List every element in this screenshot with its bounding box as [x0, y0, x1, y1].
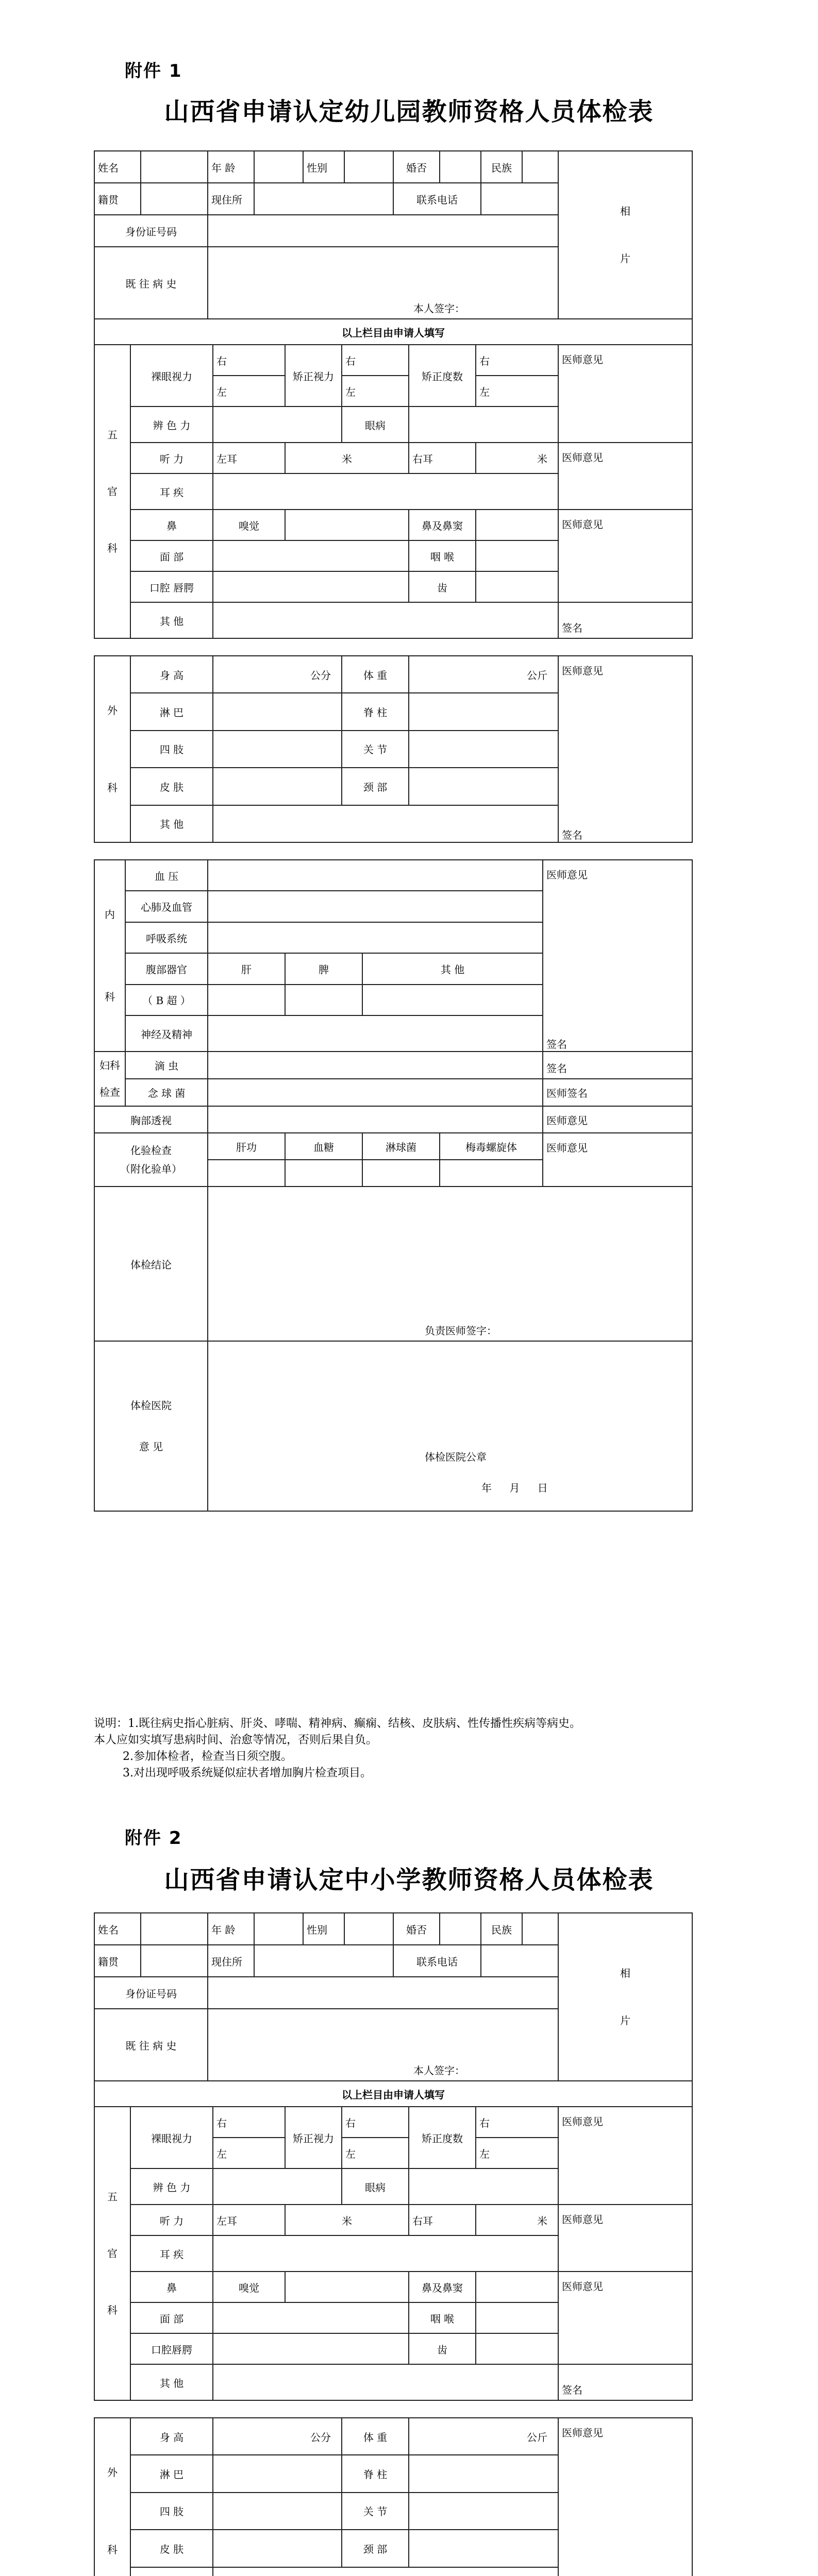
teeth-field[interactable] [476, 2333, 558, 2364]
vision-label: 裸眼视力 [130, 345, 213, 406]
residence-label: 现住所 [208, 183, 254, 215]
limbs-field[interactable] [213, 2493, 342, 2530]
sinus-label: 鼻及鼻窦 [409, 510, 476, 540]
lymph-label: 淋 巴 [130, 2455, 213, 2492]
nose-label: 鼻 [130, 510, 213, 540]
corrected-vision-label: 矫正视力 [285, 2107, 342, 2168]
note-line: 说明：1.既往病史指心脏病、肝炎、哮喘、精神病、癫痫、结核、皮肤病、性传播性疾病等病史。 [94, 1717, 581, 1730]
marital-field[interactable] [440, 151, 481, 183]
mouth-field[interactable] [213, 571, 409, 602]
name-field[interactable] [141, 151, 208, 183]
ent-eye-section [94, 344, 693, 639]
trichomonas-label: 滴 虫 [125, 1052, 208, 1079]
photo-label-2: 片 [620, 2014, 630, 2027]
chest-label: 胸部透视 [94, 1106, 208, 1133]
neck-label: 颈 部 [342, 2530, 409, 2567]
date-label: 年 月 日 [481, 1482, 555, 1494]
left-label: 左 [479, 2147, 490, 2160]
spine-field[interactable] [409, 2455, 558, 2492]
corrected-degree-right[interactable] [476, 345, 558, 376]
conclusion-field[interactable] [208, 1187, 692, 1341]
spine-label: 脊 柱 [342, 2455, 409, 2492]
photo-box [558, 151, 692, 319]
gonorrhea-field[interactable] [362, 1160, 440, 1187]
age-field[interactable] [254, 1913, 303, 1945]
corrected-vision-right[interactable] [342, 345, 409, 376]
corrected-vision-label: 矫正视力 [285, 345, 342, 406]
section-char: 外 [107, 704, 118, 717]
respiratory-field[interactable] [208, 922, 543, 953]
corrected-degree-left[interactable] [476, 376, 558, 406]
personal-info-table [94, 150, 693, 345]
heart-lung-field[interactable] [208, 891, 543, 922]
smell-label: 嗅觉 [213, 2272, 285, 2302]
trichomonas-field[interactable] [208, 1052, 543, 1079]
self-sign-label: 本人签字： [413, 302, 465, 315]
doctor-opinion-label: 医师意见 [546, 1114, 588, 1127]
color-field[interactable] [213, 406, 342, 443]
left-label: 左 [345, 385, 356, 398]
left-ear-label: 左耳 [213, 443, 285, 473]
phone-field[interactable] [481, 183, 558, 215]
ethnic-field[interactable] [522, 151, 558, 183]
skin-field[interactable] [213, 768, 342, 805]
ear-field[interactable] [213, 2235, 558, 2272]
sign-label: 签名 [562, 622, 582, 634]
kg-unit: 公斤 [527, 669, 547, 682]
section-char: 科 [107, 2544, 118, 2556]
lab-doctor-opinion[interactable] [543, 1133, 692, 1187]
ent-other-field[interactable] [213, 602, 558, 638]
attachment-label: 附件 2 [125, 1828, 182, 1849]
bp-label: 血 压 [125, 860, 208, 891]
section-char: 科 [107, 542, 118, 554]
cm-unit: 公分 [310, 2431, 331, 2444]
limbs-field[interactable] [213, 731, 342, 768]
gyn-label-2: 检查 [99, 1086, 120, 1098]
right-ear-field[interactable] [476, 443, 558, 473]
photo-label-1: 相 [620, 1967, 630, 1979]
self-sign-label: 本人签字： [413, 2064, 465, 2077]
corrected-degree-label: 矫正度数 [409, 2107, 476, 2168]
lab-label-sub: （附化验单） [120, 1163, 182, 1175]
note-line: 3.对出现呼吸系统疑似症状者增加胸片检查项目。 [123, 1767, 372, 1780]
nerve-label: 神经及精神 [125, 1015, 208, 1052]
neck-field[interactable] [409, 768, 558, 805]
right-ear-field[interactable] [476, 2205, 558, 2235]
corrected-degree-left[interactable] [476, 2138, 558, 2168]
bp-field[interactable] [208, 860, 543, 891]
right-label: 右 [345, 2116, 356, 2129]
abdomen-other-field[interactable] [362, 985, 543, 1015]
name-label: 姓名 [94, 151, 141, 183]
sign-label: 签名 [546, 1062, 567, 1075]
section-char: 五 [107, 2191, 118, 2203]
doctor-sign-label: 医师签名 [546, 1087, 588, 1099]
teeth-label: 齿 [409, 571, 476, 602]
ear-label: 耳 疾 [130, 2235, 213, 2272]
sign-label: 签名 [562, 829, 582, 841]
skin-label: 皮 肤 [130, 2530, 213, 2567]
fundus-field[interactable] [409, 406, 558, 443]
corrected-vision-right[interactable] [342, 2107, 409, 2138]
liver-fn-label: 肝功 [208, 1133, 285, 1160]
color-field[interactable] [213, 2168, 342, 2205]
doctor-opinion-label: 医师意见 [562, 451, 603, 464]
sinus-field[interactable] [476, 2272, 558, 2302]
history-label: 既 往 病 史 [94, 2009, 208, 2081]
section-char: 科 [107, 782, 118, 794]
history-field[interactable] [208, 2009, 558, 2081]
lymph-field[interactable] [213, 2455, 342, 2492]
right-ear-label: 右耳 [409, 443, 476, 473]
height-label: 身 高 [130, 656, 213, 693]
corrected-degree-label: 矫正度数 [409, 345, 476, 406]
doctor-opinion-label: 医师意见 [562, 2115, 603, 2128]
spleen-field[interactable] [285, 985, 362, 1015]
id-field[interactable] [208, 215, 558, 247]
chest-doctor-opinion[interactable] [543, 1106, 692, 1133]
sinus-field[interactable] [476, 510, 558, 540]
vision-label: 裸眼视力 [130, 2107, 213, 2168]
height-field[interactable] [213, 2418, 342, 2455]
eye-doctor-opinion[interactable] [558, 2107, 692, 2205]
internal-doctor-opinion[interactable] [543, 860, 692, 1052]
left-label: 左 [479, 385, 490, 398]
limbs-label: 四 肢 [130, 731, 213, 768]
abdomen-other-label: 其 他 [362, 953, 543, 984]
chest-field[interactable] [208, 1106, 543, 1133]
heart-lung-label: 心肺及血管 [125, 891, 208, 922]
ethnic-label: 民族 [481, 151, 522, 183]
right-label: 右 [479, 354, 490, 367]
meter-unit: 米 [342, 452, 352, 465]
residence-label: 现住所 [208, 1945, 254, 1977]
weight-field[interactable] [409, 2418, 558, 2455]
surgery-section-label [94, 656, 130, 842]
meter-unit: 米 [342, 2214, 352, 2227]
lymph-label: 淋 巴 [130, 693, 213, 730]
nose-doctor-opinion[interactable] [558, 510, 692, 602]
joints-field[interactable] [409, 2493, 558, 2530]
surgery-doctor-opinion[interactable] [558, 656, 692, 842]
hospital-stamp-label: 体检医院公章 [425, 1451, 487, 1463]
smell-field[interactable] [285, 510, 409, 540]
name-field[interactable] [141, 1913, 208, 1945]
photo-label-2: 片 [620, 252, 630, 265]
left-ear-field[interactable] [285, 2205, 409, 2235]
chief-doctor-sign-label: 负责医师签字： [425, 1325, 497, 1337]
residence-field[interactable] [254, 183, 393, 215]
ear-label: 耳 疾 [130, 473, 213, 510]
right-label: 右 [216, 354, 227, 367]
joints-label: 关 节 [342, 2493, 409, 2530]
internal-section-label [94, 860, 125, 1052]
ent-section-label [94, 345, 130, 638]
lymph-field[interactable] [213, 693, 342, 730]
candida-label: 念 球 菌 [125, 1079, 208, 1106]
mouth-label: 口腔唇腭 [130, 2333, 213, 2364]
hospital-opinion-1: 体检医院 [130, 1399, 172, 1412]
surgery-section-label [94, 2418, 130, 2576]
liver-field[interactable] [208, 985, 285, 1015]
doctor-opinion-label: 医师意见 [546, 1142, 588, 1154]
applicant-divider: 以上栏目由申请人填写 [94, 319, 692, 345]
fundus-label: 眼病 [342, 2168, 409, 2205]
syphilis-field[interactable] [440, 1160, 543, 1187]
respiratory-label: 呼吸系统 [125, 922, 208, 953]
throat-label: 咽 喉 [409, 2302, 476, 2333]
gender-label: 性别 [303, 1913, 344, 1945]
skin-field[interactable] [213, 2530, 342, 2567]
age-label: 年 龄 [208, 151, 254, 183]
doctor-opinion-label: 医师意见 [562, 353, 603, 366]
applicant-divider: 以上栏目由申请人填写 [94, 2081, 692, 2107]
gonorrhea-label: 淋球菌 [362, 1133, 440, 1160]
history-field[interactable] [208, 247, 558, 319]
doctor-opinion-label: 医师意见 [562, 2427, 603, 2439]
hearing-label: 听 力 [130, 2205, 213, 2235]
height-field[interactable] [213, 656, 342, 693]
abdomen-label: 腹部器官 [125, 953, 208, 984]
nerve-field[interactable] [208, 1015, 543, 1052]
eye-doctor-opinion[interactable] [558, 345, 692, 443]
corrected-degree-right[interactable] [476, 2107, 558, 2138]
surgery-other-label [130, 2567, 213, 2576]
ethnic-label: 民族 [481, 1913, 522, 1945]
id-label: 身份证号码 [94, 215, 208, 247]
phone-field[interactable] [481, 1945, 558, 1977]
surgery-other-label: 其 他 [130, 805, 213, 842]
spine-field[interactable] [409, 693, 558, 730]
left-ear-label: 左耳 [213, 2205, 285, 2235]
teeth-field[interactable] [476, 571, 558, 602]
form-title: 山西省申请认定中小学教师资格人员体检表 [164, 1866, 654, 1894]
id-field[interactable] [208, 1977, 558, 2009]
doctor-opinion-label: 医师意见 [546, 869, 588, 881]
surgery-section [94, 2417, 693, 2576]
origin-field[interactable] [141, 1945, 208, 1977]
candida-field[interactable] [208, 1079, 543, 1106]
ear-doctor-opinion[interactable] [558, 443, 692, 510]
syphilis-label: 梅毒螺旋体 [440, 1133, 543, 1160]
color-label: 辨 色 力 [130, 406, 213, 443]
section-char: 科 [105, 991, 115, 1003]
neck-label: 颈 部 [342, 768, 409, 805]
meter-unit: 米 [537, 452, 547, 465]
gyn-label [94, 1052, 125, 1106]
right-ear-label: 右耳 [409, 2205, 476, 2235]
right-label: 右 [345, 354, 356, 367]
sugar-field[interactable] [285, 1160, 362, 1187]
internal-medicine-section [94, 859, 693, 1512]
meter-unit: 米 [537, 2214, 547, 2227]
gender-label: 性别 [303, 151, 344, 183]
ent-sign[interactable] [558, 602, 692, 638]
vision-right[interactable] [213, 345, 285, 376]
gyn-doctor-sign[interactable] [543, 1079, 692, 1106]
sign-label: 签名 [546, 1038, 567, 1050]
hospital-opinion-label [94, 1341, 208, 1511]
origin-label: 籍贯 [94, 1945, 141, 1977]
surgery-other-field[interactable] [213, 805, 558, 842]
notes [94, 1716, 581, 1782]
sinus-label: 鼻及鼻窦 [409, 2272, 476, 2302]
vision-left[interactable] [213, 376, 285, 406]
section-char: 外 [107, 2466, 118, 2479]
joints-field[interactable] [409, 731, 558, 768]
left-label: 左 [216, 385, 227, 398]
marital-label: 婚否 [393, 151, 440, 183]
ear-doctor-opinion[interactable] [558, 2205, 692, 2272]
section-char: 科 [107, 2304, 118, 2316]
surgery-other-field[interactable] [213, 2567, 558, 2576]
weight-label: 体 重 [342, 2418, 409, 2455]
note-line: 本人应如实填写患病时间、治愈等情况，否则后果自负。 [94, 1734, 378, 1747]
doctor-opinion-label: 医师意见 [562, 2213, 603, 2226]
liver-label: 肝 [208, 953, 285, 984]
liver-fn-field[interactable] [208, 1160, 285, 1187]
joints-label: 关 节 [342, 731, 409, 768]
left-ear-field[interactable] [285, 443, 409, 473]
kg-unit: 公斤 [527, 2431, 547, 2444]
ent-other-label: 其 他 [130, 2364, 213, 2400]
left-label: 左 [216, 2147, 227, 2160]
right-label: 右 [479, 2116, 490, 2129]
doctor-opinion-label: 医师意见 [562, 2280, 603, 2293]
form-title: 山西省申请认定幼儿园教师资格人员体检表 [164, 97, 654, 126]
smell-field[interactable] [285, 2272, 409, 2302]
ent-other-label: 其 他 [130, 602, 213, 638]
lab-label-main: 化验检查 [130, 1144, 172, 1157]
face-label: 面 部 [130, 2302, 213, 2333]
marital-label: 婚否 [393, 1913, 440, 1945]
smell-label: 嗅觉 [213, 510, 285, 540]
neck-field[interactable] [409, 2530, 558, 2567]
photo-label-1: 相 [620, 205, 630, 217]
age-label: 年 龄 [208, 1913, 254, 1945]
ent-sign[interactable] [558, 2364, 692, 2400]
height-label: 身 高 [130, 2418, 213, 2455]
nose-doctor-opinion[interactable] [558, 2272, 692, 2364]
teeth-label: 齿 [409, 2333, 476, 2364]
color-label: 辨 色 力 [130, 2168, 213, 2205]
doctor-opinion-label: 医师意见 [562, 665, 603, 677]
name-label: 姓名 [94, 1913, 141, 1945]
hospital-opinion-2: 意 见 [139, 1440, 163, 1453]
section-char: 官 [107, 2247, 118, 2260]
spleen-label: 脾 [285, 953, 362, 984]
doctor-opinion-label: 医师意见 [562, 518, 603, 531]
face-field[interactable] [213, 2302, 409, 2333]
gyn-label-1: 妇科 [99, 1059, 120, 1072]
throat-field[interactable] [476, 2302, 558, 2333]
sugar-label: 血糖 [285, 1133, 362, 1160]
gyn-sign[interactable] [543, 1052, 692, 1079]
corrected-vision-left[interactable] [342, 376, 409, 406]
mouth-label: 口腔 唇腭 [130, 571, 213, 602]
gender-field[interactable] [344, 1913, 393, 1945]
photo-box [558, 1913, 692, 2081]
hearing-label: 听 力 [130, 443, 213, 473]
fundus-label: 眼病 [342, 406, 409, 443]
throat-label: 咽 喉 [409, 540, 476, 571]
id-label: 身份证号码 [94, 1977, 208, 2009]
section-char: 内 [105, 908, 115, 921]
weight-label: 体 重 [342, 656, 409, 693]
ent-eye-section [94, 2106, 693, 2401]
phone-label: 联系电话 [393, 183, 481, 215]
right-label: 右 [216, 2116, 227, 2129]
surgery-doctor-opinion[interactable] [558, 2418, 692, 2576]
section-char: 官 [107, 485, 118, 498]
spine-label: 脊 柱 [342, 693, 409, 730]
conclusion-label: 体检结论 [94, 1187, 208, 1341]
face-label: 面 部 [130, 540, 213, 571]
lab-label [94, 1133, 208, 1187]
residence-field[interactable] [254, 1945, 393, 1977]
throat-field[interactable] [476, 540, 558, 571]
skin-label: 皮 肤 [130, 768, 213, 805]
mouth-field[interactable] [213, 2333, 409, 2364]
origin-field[interactable] [141, 183, 208, 215]
history-label: 既 往 病 史 [94, 247, 208, 319]
gender-field[interactable] [344, 151, 393, 183]
note-line: 2.参加体检者，检查当日须空腹。 [123, 1750, 292, 1763]
origin-label: 籍贯 [94, 183, 141, 215]
left-label: 左 [345, 2147, 356, 2160]
personal-info-table [94, 1912, 693, 2107]
nose-label: 鼻 [130, 2272, 213, 2302]
ent-other-field[interactable] [213, 2364, 558, 2400]
weight-field[interactable] [409, 656, 558, 693]
ent-section-label [94, 2107, 130, 2400]
b-ultra-label: （ B 超 ） [125, 985, 208, 1015]
marital-field[interactable] [440, 1913, 481, 1945]
fundus-field[interactable] [409, 2168, 558, 2205]
vision-left[interactable] [213, 2138, 285, 2168]
vision-right[interactable] [213, 2107, 285, 2138]
age-field[interactable] [254, 151, 303, 183]
corrected-vision-left[interactable] [342, 2138, 409, 2168]
cm-unit: 公分 [310, 669, 331, 682]
hospital-opinion-field[interactable] [208, 1341, 692, 1511]
attachment-label: 附件 1 [125, 61, 182, 81]
phone-label: 联系电话 [393, 1945, 481, 1977]
surgery-section [94, 655, 693, 843]
face-field[interactable] [213, 540, 409, 571]
section-char: 五 [107, 429, 118, 441]
limbs-label: 四 肢 [130, 2493, 213, 2530]
sign-label: 签名 [562, 2384, 582, 2396]
ear-field[interactable] [213, 473, 558, 510]
ethnic-field[interactable] [522, 1913, 558, 1945]
